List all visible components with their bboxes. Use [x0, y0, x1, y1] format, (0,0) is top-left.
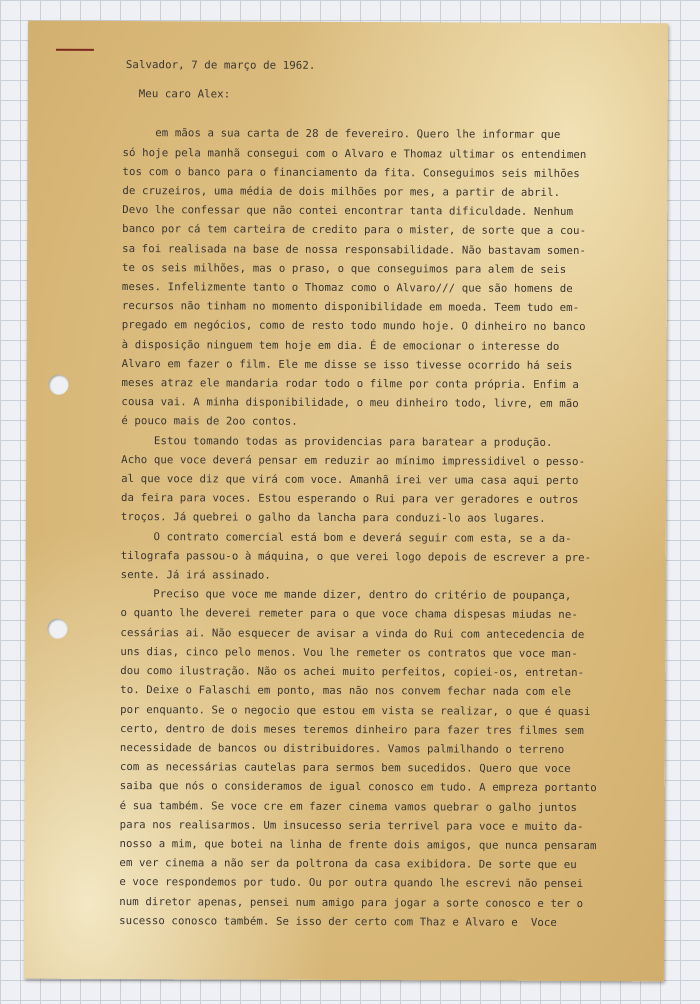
punch-hole-upper — [48, 375, 68, 395]
letter-line: num diretor apenas, pensei num amigo para jogar a sorte conosco e ter o — [119, 894, 584, 910]
letter-line: Devo lhe confessar que não contei encontrar tanta dificuldade. Nenhum — [122, 203, 574, 219]
letter-line: banco por cá tem carteira de credito para o mister, de sorte que a cou- — [122, 222, 587, 238]
letter-sheet — [24, 21, 668, 982]
letter-line: al que voce diz que virá com voce. Amanhã irei ver uma casa aqui perto — [121, 472, 579, 488]
letter-text — [119, 55, 683, 932]
letter-line: com as necessárias cautelas para sermos bem sucedidos. Quero que voce — [119, 760, 571, 776]
letter-line: meses atraz ele mandaria rodar todo o filme por conta própria. Enfim a — [121, 376, 579, 392]
letter-line: em mãos a sua carta de 28 de fevereiro. Quero lhe informar que — [122, 126, 561, 142]
letter-line: sa foi realisada na base de nossa responsabilidade. Não bastavam somen- — [122, 241, 587, 257]
letter-greeting: Meu caro Alex: — [138, 87, 231, 101]
letter-line: só hoje pela manhã consegui com o Alvaro e Thomaz ultimar os entendimen — [122, 145, 587, 161]
letter-line: dou como ilustração. Não os achei muito perfeitos, copiei-os, entretan- — [120, 664, 585, 680]
letter-line: em ver cinema a não ser da poltrona da casa exibidora. De sorte que eu — [119, 856, 577, 872]
letter-line: uns dias, cinco pelo menos. Vou lhe remeter os contratos que voce man- — [120, 644, 578, 660]
letter-line: saiba que nós o consideramos de igual conosco em tudo. A empreza portanto — [119, 779, 597, 795]
letter-line: certo, dentro de dois meses teremos dinheiro para fazer tres filmes sem — [119, 721, 584, 737]
letter-line: to. Deixe o Falaschi em ponto, mas não nos convem fechar nada com ele — [120, 683, 572, 699]
letter-line: cousa vai. A minha disponibilidade, o meu dinheiro todo, livre, em mão — [121, 395, 579, 411]
letter-line: Estou tomando todas as providencias para baratear a produção. — [121, 433, 553, 449]
letter-line: tilografa passou-o à máquina, o que verei logo depois de escrever a pre- — [120, 548, 592, 564]
letter-line: de cruzeiros, uma média de dois milhões por mes, a partir de abril. — [122, 184, 561, 199]
letter-line: te os seis milhões, mas o praso, o que conseguimos para alem de seis — [121, 260, 567, 276]
letter-line: da feira para voces. Estou esperando o Rui para ver geradores e outros — [120, 491, 579, 507]
letter-line: para nos realisarmos. Um insucesso seria terrivel para voce e muito da- — [119, 817, 584, 833]
letter-line: e voce respondemos por tudo. Ou por outra quando lhe escrevi não pensei — [119, 875, 584, 891]
letter-line: meses. Infelizmente tanto o Thomaz como o Alvaro/// que são homens de — [121, 280, 573, 296]
letter-line: recursos não tinham no momento disponibilidade em moeda. Teem tudo em- — [121, 299, 580, 315]
letter-line: à disposição ninguem tem hoje em dia. É de emocionar o interesse do — [121, 337, 560, 353]
letter-line: sente. Já irá assinado. — [120, 568, 272, 582]
letter-line: troços. Já quebrei o galho da lancha para conduzi-lo aos lugares. — [120, 510, 546, 526]
letter-line: Preciso que voce me mande dizer, dentro do critério de poupança, — [120, 587, 572, 603]
letter-line: é sua também. Se voce cre em fazer cinema vamos quebrar o galho juntos — [119, 798, 578, 814]
letter-line: cessárias ai. Não esquecer de avisar a vinda do Rui com antecedencia de — [120, 625, 585, 641]
letter-line: O contrato comercial está bom e deverá seguir com esta, se a da- — [120, 529, 572, 545]
letter-body — [119, 123, 683, 932]
punch-hole-lower — [47, 619, 67, 639]
letter-line: por enquanto. Se o negocio que estou em vista se realizar, o que é quasi — [120, 702, 591, 718]
letter-line: tos com o banco para o financiamento da fita. Conseguimos seis milhões — [122, 164, 580, 180]
letter-line: Acho que voce deverá pensar em reduzir ao mínimo impressidivel o pesso- — [121, 452, 586, 468]
letter-line: sucesso conosco também. Se isso der certo com Thaz e Alvaro e Voce — [119, 913, 558, 929]
margin-mark — [56, 49, 94, 51]
letter-date: Salvador, 7 de março de 1962. — [125, 58, 316, 72]
letter-line: é pouco mais de 2oo contos. — [121, 414, 298, 429]
letter-line: nosso a mim, que botei na linha de frente dois amigos, que nunca pensaram — [119, 836, 597, 853]
letter-line: necessidade de bancos ou distribuidores. Vamos palmilhando o terreno — [119, 740, 565, 756]
letter-line: pregado em negócios, como de resto todo mundo hoje. O dinheiro no banco — [121, 318, 586, 334]
letter-line: Alvaro em fazer o film. Ele me disse se isso tivesse ocorrido há seis — [121, 356, 573, 372]
letter-line: o quanto lhe deverei remeter para o que voce chama dispesas miudas ne- — [120, 606, 578, 622]
